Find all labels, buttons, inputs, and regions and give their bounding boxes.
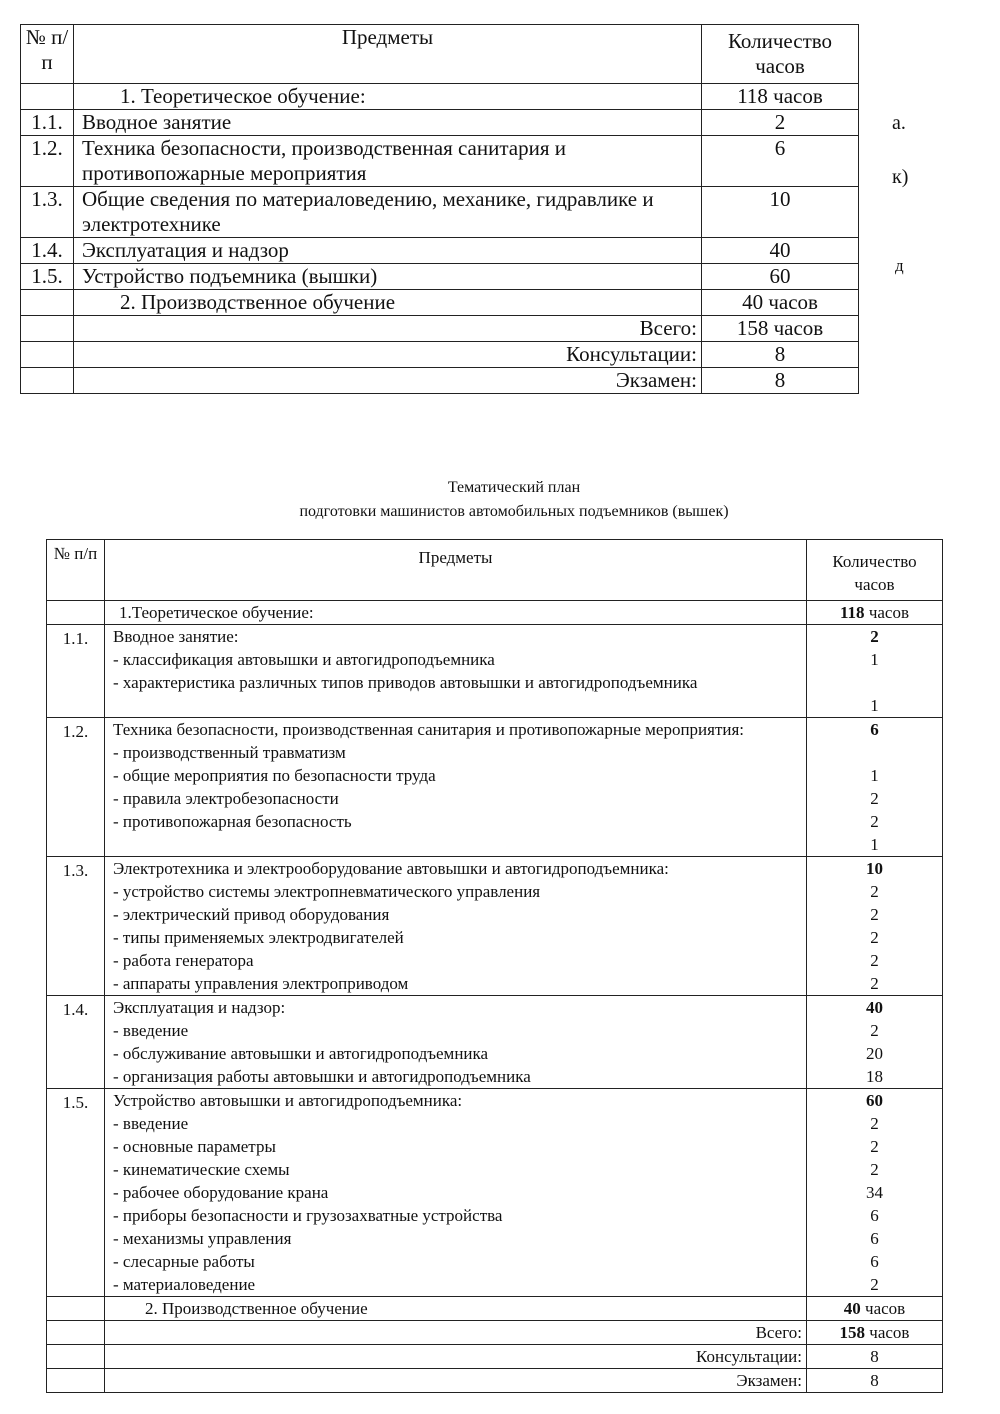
item-hours: 6	[870, 1252, 879, 1271]
block-item: - организация работы автовышки и автогидроподъемника	[113, 1067, 531, 1086]
block-item: - противопожарная безопасность	[113, 812, 352, 831]
section-practice-row	[47, 1297, 943, 1321]
row-num: 1.4.	[47, 996, 105, 1089]
block-total: 2	[870, 627, 879, 646]
table-row	[47, 718, 943, 857]
row-subject: Устройство подъемника (вышки)	[74, 264, 702, 290]
item-hours: 2	[870, 905, 879, 924]
block-item: - характеристика различных типов приводов автовышки и автогидроподъемника	[113, 673, 698, 692]
block-item: - рабочее оборудование крана	[113, 1183, 329, 1202]
row-hours: 60	[702, 264, 859, 290]
row-hours: 40	[702, 238, 859, 264]
row-hours	[807, 625, 943, 718]
block-item: - основные параметры	[113, 1137, 276, 1156]
block-total: 10	[866, 859, 883, 878]
block-item: - устройство системы электропневматического управления	[113, 882, 541, 901]
table-row	[47, 857, 943, 996]
block-item: - производственный травматизм	[113, 743, 346, 762]
plan-title	[0, 476, 1000, 524]
block-item: - обслуживание автовышки и автогидроподъемника	[113, 1044, 489, 1063]
row-hours	[807, 1089, 943, 1297]
table-row	[47, 1089, 943, 1297]
row-num: 1.3.	[21, 187, 74, 238]
block-item: - материаловедение	[113, 1275, 256, 1294]
row-hours	[807, 857, 943, 996]
block-title: Техника безопасности, производственная санитария и противопожарные мероприятия:	[113, 720, 745, 739]
block-title: Вводное занятие:	[113, 627, 239, 646]
total-value: 158 часов	[702, 316, 859, 342]
item-hours: 2	[870, 1160, 879, 1179]
row-num: 1.3.	[47, 857, 105, 996]
row-num: 1.1.	[21, 110, 74, 136]
consultations-value: 8	[807, 1345, 943, 1369]
consultations-row	[47, 1345, 943, 1369]
block-item: - классификация автовышки и автогидроподъемника	[113, 650, 495, 669]
row-subject: Общие сведения по материаловедению, механике, гидравлике и электротехнике	[74, 187, 702, 238]
col-header-num: № п/п	[21, 25, 74, 84]
section-practice-label: 2. Производственное обучение	[74, 290, 702, 316]
side-mark: д	[895, 256, 904, 275]
consultations-value: 8	[702, 342, 859, 368]
hours-unit: часов	[864, 603, 909, 622]
item-hours: 1	[870, 650, 879, 669]
total-row	[47, 1321, 943, 1345]
row-hours: 6	[702, 136, 859, 187]
section-theory-hours: 118 часов	[702, 84, 859, 110]
item-hours: 1	[870, 766, 879, 785]
total-label: Всего:	[74, 316, 702, 342]
row-num: 1.2.	[47, 718, 105, 857]
block-item: - введение	[113, 1021, 189, 1040]
hours-unit: часов	[860, 1299, 906, 1318]
thematic-plan-table	[46, 539, 943, 1393]
item-hours: 2	[870, 1275, 879, 1294]
item-hours: 2	[870, 1114, 879, 1133]
consultations-label: Консультации:	[105, 1345, 807, 1369]
consultations-label: Консультации:	[74, 342, 702, 368]
row-subject: Техника безопасности, производственная санитария и противопожарные мероприятия	[74, 136, 702, 187]
row-subject	[105, 718, 807, 857]
row-hours	[807, 996, 943, 1089]
block-item: - работа генератора	[113, 951, 254, 970]
block-item: - электрический привод оборудования	[113, 905, 390, 924]
side-mark: к)	[892, 166, 909, 188]
block-title: Эксплуатация и надзор:	[113, 998, 286, 1017]
block-item: - аппараты управления электроприводом	[113, 974, 409, 993]
col-header-num: № п/п	[47, 540, 105, 601]
table-row	[21, 264, 859, 290]
item-hours: 1	[870, 696, 879, 715]
plan-title-line: Тематический план	[447, 479, 581, 496]
row-num: 1.5.	[47, 1089, 105, 1297]
section-theory-label: 1.Теоретическое обучение:	[105, 601, 807, 625]
block-item: - механизмы управления	[113, 1229, 292, 1248]
item-hours: 2	[870, 928, 879, 947]
hours-number: 40	[843, 1299, 861, 1318]
section-practice-hours	[807, 1297, 943, 1321]
block-title: Устройство автовышки и автогидроподъемника:	[113, 1091, 463, 1110]
plan-subtitle-line: подготовки машинистов автомобильных подъемников (вышек)	[299, 503, 729, 520]
row-subject	[105, 625, 807, 718]
col-header-hours: Количество часов	[702, 25, 859, 84]
exam-label: Экзамен:	[105, 1369, 807, 1393]
item-hours: 2	[870, 789, 879, 808]
item-hours: 2	[870, 974, 879, 993]
row-hours	[807, 718, 943, 857]
row-num: 1.1.	[47, 625, 105, 718]
row-num: 1.5.	[21, 264, 74, 290]
item-hours: 2	[870, 812, 879, 831]
col-header-hours: Количество часов	[807, 540, 943, 601]
block-item: - приборы безопасности и грузозахватные устройства	[113, 1206, 503, 1225]
item-hours: 2	[870, 1021, 879, 1040]
row-num: 1.4.	[21, 238, 74, 264]
block-item: - правила электробезопасности	[113, 789, 339, 808]
exam-label: Экзамен:	[74, 368, 702, 394]
hours-number: 158	[839, 1323, 866, 1342]
item-hours: 2	[870, 882, 879, 901]
item-hours: 2	[870, 951, 879, 970]
block-item: - введение	[113, 1114, 189, 1133]
section-practice-label: 2. Производственное обучение	[105, 1297, 807, 1321]
row-hours: 2	[702, 110, 859, 136]
section-theory-row	[47, 601, 943, 625]
section-practice-hours: 40 часов	[702, 290, 859, 316]
table-row	[21, 187, 859, 238]
item-hours: 20	[866, 1044, 883, 1063]
exam-row	[47, 1369, 943, 1393]
item-hours: 18	[866, 1067, 883, 1086]
summary-hours-table	[20, 24, 859, 394]
col-header-subjects: Предметы	[105, 540, 807, 601]
row-subject: Эксплуатация и надзор	[74, 238, 702, 264]
consultations-row	[21, 342, 859, 368]
hours-unit: часов	[865, 1323, 910, 1342]
section-theory-hours	[807, 601, 943, 625]
side-mark: а.	[892, 112, 906, 134]
item-hours: 6	[870, 1206, 879, 1225]
section-theory-row	[21, 84, 859, 110]
item-hours: 6	[870, 1229, 879, 1248]
block-item: - типы применяемых электродвигателей	[113, 928, 404, 947]
section-practice-row	[21, 290, 859, 316]
col-header-subjects: Предметы	[74, 25, 702, 84]
table-row	[21, 110, 859, 136]
item-hours: 2	[870, 1137, 879, 1156]
row-num: 1.2.	[21, 136, 74, 187]
exam-row	[21, 368, 859, 394]
section-theory-label: 1. Теоретическое обучение:	[74, 84, 702, 110]
block-item: - кинематические схемы	[113, 1160, 290, 1179]
row-hours: 10	[702, 187, 859, 238]
row-subject	[105, 857, 807, 996]
total-label: Всего:	[105, 1321, 807, 1345]
row-subject: Вводное занятие	[74, 110, 702, 136]
table-row	[47, 996, 943, 1089]
block-total: 6	[870, 720, 879, 739]
total-row	[21, 316, 859, 342]
block-total: 60	[866, 1091, 883, 1110]
exam-value: 8	[807, 1369, 943, 1393]
total-value	[807, 1321, 943, 1345]
row-subject	[105, 1089, 807, 1297]
item-hours: 34	[866, 1183, 883, 1202]
block-item: - общие мероприятия по безопасности труда	[113, 766, 436, 785]
table-row	[21, 136, 859, 187]
block-total: 40	[866, 998, 883, 1017]
exam-value: 8	[702, 368, 859, 394]
table-row	[21, 238, 859, 264]
table-header-row	[21, 25, 859, 84]
block-item: - слесарные работы	[113, 1252, 255, 1271]
block-title: Электротехника и электрооборудование автовышки и автогидроподъемника:	[113, 859, 669, 878]
row-subject	[105, 996, 807, 1089]
table-header-row	[47, 540, 943, 601]
hours-number: 118	[840, 603, 865, 622]
table-row	[47, 625, 943, 718]
item-hours: 1	[870, 835, 879, 854]
